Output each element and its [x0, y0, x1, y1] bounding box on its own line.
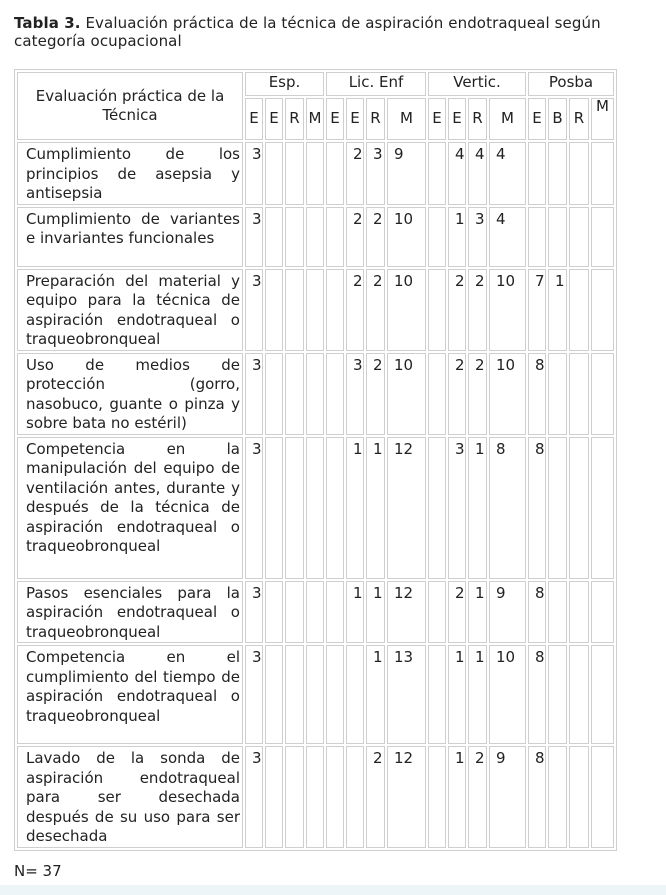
table-cell	[326, 269, 344, 351]
table-cell: 2	[346, 142, 364, 205]
table-cell	[306, 353, 324, 435]
table-cell: 1	[468, 645, 487, 744]
subheader-cell: M	[489, 98, 526, 140]
table-cell	[428, 645, 446, 744]
table-cell	[569, 207, 589, 267]
table-row	[17, 746, 614, 848]
table-cell	[428, 437, 446, 579]
table-cell	[326, 142, 344, 205]
table-cell	[326, 437, 344, 579]
subheader-cell: E	[346, 98, 364, 140]
table-cell	[569, 581, 589, 644]
table-cell	[591, 581, 614, 644]
table-cell: 2	[346, 207, 364, 267]
subheader-cell: M	[591, 98, 614, 140]
subheader-cell: R	[285, 98, 304, 140]
table-cell	[306, 437, 324, 579]
table-cell: 4	[489, 142, 526, 205]
table-cell: 1	[448, 207, 466, 267]
caption-text: Evaluación práctica de la técnica de aspiración endotraqueal según categoría ocupacional	[14, 14, 601, 50]
subheader-cell: E	[428, 98, 446, 140]
table-cell: 3	[366, 142, 385, 205]
subheader-cell: M	[387, 98, 426, 140]
table-cell	[548, 437, 567, 579]
table-cell	[285, 207, 304, 267]
table-cell: 3	[245, 207, 263, 267]
table-cell	[346, 645, 364, 744]
table-cell	[548, 581, 567, 644]
table-cell	[591, 142, 614, 205]
table-cell	[306, 645, 324, 744]
table-cell: 10	[387, 353, 426, 435]
group-header-esp: Esp.	[245, 72, 324, 96]
table-cell: 8	[528, 353, 546, 435]
table-cell: 8	[489, 437, 526, 579]
table-cell	[569, 437, 589, 579]
header-row-groups	[17, 72, 614, 96]
table-cell	[285, 746, 304, 848]
table-cell	[569, 746, 589, 848]
table-cell	[346, 746, 364, 848]
subheader-cell: B	[548, 98, 567, 140]
table-cell: 10	[489, 645, 526, 744]
table-cell	[548, 645, 567, 744]
table-cell: 3	[245, 353, 263, 435]
group-header-posba: Posba	[528, 72, 614, 96]
table-cell: 8	[528, 581, 546, 644]
row-label: Competencia en la manipulación del equipo de ventilación antes, durante y después de la técnica de aspiración endotraqueal o traqueobronqueal	[17, 437, 243, 579]
subheader-cell: R	[468, 98, 487, 140]
table-cell: 12	[387, 437, 426, 579]
table-cell	[306, 207, 324, 267]
table-cell: 1	[346, 581, 364, 644]
table-cell: 12	[387, 746, 426, 848]
subheader-cell: E	[265, 98, 283, 140]
table-cell: 8	[528, 437, 546, 579]
group-header-vertic: Vertic.	[428, 72, 526, 96]
table-cell: 3	[245, 437, 263, 579]
subheader-cell: M	[306, 98, 324, 140]
table-cell: 1	[346, 437, 364, 579]
table-cell	[548, 142, 567, 205]
group-header-lic-enf: Lic. Enf	[326, 72, 426, 96]
table-row	[17, 645, 614, 744]
table-cell	[285, 437, 304, 579]
table-cell	[285, 142, 304, 205]
table-cell	[528, 142, 546, 205]
table-cell: 2	[366, 353, 385, 435]
table-cell: 7	[528, 269, 546, 351]
table-cell: 3	[468, 207, 487, 267]
table-cell	[428, 746, 446, 848]
row-label: Pasos esenciales para la aspiración endotraqueal o traqueobronqueal	[17, 581, 243, 644]
table-cell: 2	[346, 269, 364, 351]
table-cell: 4	[489, 207, 526, 267]
table-cell: 2	[366, 269, 385, 351]
table-cell	[326, 581, 344, 644]
table-cell	[326, 746, 344, 848]
table-cell	[265, 142, 283, 205]
table-cell: 8	[528, 746, 546, 848]
table-cell: 1	[366, 437, 385, 579]
table-cell	[265, 207, 283, 267]
header-main: Evaluación práctica de la Técnica	[17, 72, 243, 140]
table-cell: 2	[468, 353, 487, 435]
table-cell: 1	[366, 645, 385, 744]
table-row	[17, 437, 614, 579]
table-cell: 8	[528, 645, 546, 744]
subheader-cell: E	[326, 98, 344, 140]
table-cell	[591, 207, 614, 267]
table-cell	[591, 645, 614, 744]
table-cell: 2	[468, 269, 487, 351]
table-cell: 9	[489, 581, 526, 644]
subheader-cell: E	[448, 98, 466, 140]
table-cell: 12	[387, 581, 426, 644]
table-cell	[569, 269, 589, 351]
table-cell	[548, 746, 567, 848]
table-cell	[306, 746, 324, 848]
table-cell: 1	[468, 437, 487, 579]
subheader-cell: E	[245, 98, 263, 140]
table-cell: 10	[387, 207, 426, 267]
table-row	[17, 207, 614, 267]
table-cell: 9	[489, 746, 526, 848]
table-cell: 10	[489, 269, 526, 351]
table-cell	[265, 746, 283, 848]
table-cell	[265, 269, 283, 351]
table-row	[17, 269, 614, 351]
table-cell: 4	[468, 142, 487, 205]
table-cell	[306, 269, 324, 351]
table-cell	[306, 142, 324, 205]
table-cell	[591, 353, 614, 435]
table-cell: 1	[366, 581, 385, 644]
table-cell: 10	[387, 269, 426, 351]
table-cell	[428, 142, 446, 205]
table-cell: 1	[448, 645, 466, 744]
table-cell: 1	[548, 269, 567, 351]
table-cell: 13	[387, 645, 426, 744]
table-cell	[265, 581, 283, 644]
table-cell	[285, 269, 304, 351]
table-cell	[306, 581, 324, 644]
table-cell: 2	[366, 207, 385, 267]
table-cell	[265, 353, 283, 435]
table-cell	[591, 437, 614, 579]
row-label: Cumplimiento de los principios de asepsia y antisepsia	[17, 142, 243, 205]
table-cell: 2	[366, 746, 385, 848]
table-cell: 3	[448, 437, 466, 579]
table-cell: 3	[346, 353, 364, 435]
table-cell: 2	[448, 269, 466, 351]
table-cell	[285, 645, 304, 744]
table-cell: 3	[245, 645, 263, 744]
table-cell	[428, 207, 446, 267]
table-cell	[591, 269, 614, 351]
subheader-cell: R	[366, 98, 385, 140]
table-cell	[326, 645, 344, 744]
row-label: Lavado de la sonda de aspiración endotraqueal para ser desechada después de su uso para ser desechada	[17, 746, 243, 848]
table-cell	[569, 353, 589, 435]
caption-label: Tabla 3.	[14, 14, 81, 32]
table-cell	[265, 437, 283, 579]
table-cell: 1	[448, 746, 466, 848]
table-cell: 4	[448, 142, 466, 205]
table-cell: 2	[448, 581, 466, 644]
table-cell	[548, 207, 567, 267]
row-label: Preparación del material y equipo para la técnica de aspiración endotraqueal o traqueobronqueal	[17, 269, 243, 351]
table-cell	[569, 142, 589, 205]
table-cell	[285, 581, 304, 644]
table-cell	[265, 645, 283, 744]
table-row	[17, 581, 614, 644]
table-cell	[548, 353, 567, 435]
table-caption	[14, 14, 654, 50]
table-cell	[285, 353, 304, 435]
table-cell: 1	[468, 581, 487, 644]
row-label: Cumplimiento de variantes e invariantes funcionales	[17, 207, 243, 267]
table-cell: 3	[245, 581, 263, 644]
table-cell: 3	[245, 269, 263, 351]
table-cell	[528, 207, 546, 267]
table-cell	[428, 353, 446, 435]
table-row	[17, 142, 614, 205]
table-cell: 2	[448, 353, 466, 435]
table-cell	[326, 207, 344, 267]
evaluation-table	[14, 69, 617, 851]
table-cell: 9	[387, 142, 426, 205]
row-label: Competencia en el cumplimiento del tiempo de aspiración endotraqueal o traqueobronqueal	[17, 645, 243, 744]
table-cell	[591, 746, 614, 848]
table-cell	[428, 269, 446, 351]
subheader-cell: R	[569, 98, 589, 140]
table-cell	[428, 581, 446, 644]
page-bottom-strip	[0, 885, 666, 895]
subheader-cell: E	[528, 98, 546, 140]
sample-size-note: N= 37	[14, 862, 62, 880]
row-label: Uso de medios de protección (gorro, nasobuco, guante o pinza y sobre bata no estéril)	[17, 353, 243, 435]
table-cell: 2	[468, 746, 487, 848]
table-cell	[569, 645, 589, 744]
table-row	[17, 353, 614, 435]
table-cell: 3	[245, 142, 263, 205]
table-cell	[326, 353, 344, 435]
table-cell: 3	[245, 746, 263, 848]
table-cell: 10	[489, 353, 526, 435]
